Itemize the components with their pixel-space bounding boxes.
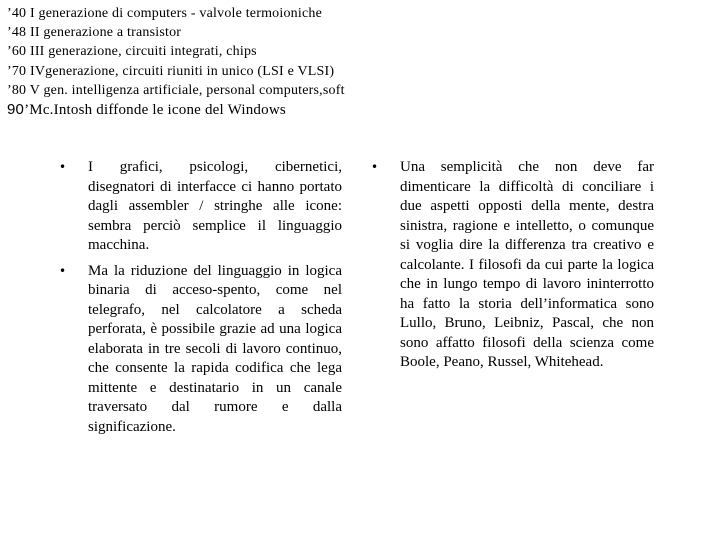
timeline-list — [7, 4, 345, 119]
timeline-line-3: ’60 III generazione, circuiti integrati, chips — [7, 44, 257, 60]
timeline-line-1: ’40 I generazione di computers - valvole termoioniche — [7, 6, 322, 21]
timeline-line-5: ’80 V gen. intelligenza artificiale, personal computers,soft — [7, 82, 345, 98]
right-bullet-text-1: Una semplicità che non deve far dimenticare la difficoltà di conciliare i due aspetti opposti della mente, destra sinistra, ragione e intelletto, o comunque si voglia dire la differenza tra creativo e calcolante. I filosofi da cui parte la logica che in lungo tempo di lavoro ininterrotto ha fatto la storia dell’informatica sono Lullo, Bruno, Leibniz, Pascal, che non sono affatto filosofi della scienza come Boole, Peano, Russel, Whitehead. — [400, 159, 654, 370]
left-bullet-item-2 — [59, 262, 342, 438]
timeline-line-6 — [7, 100, 345, 119]
timeline-line-2: ’48 II generazione a transistor — [7, 25, 182, 41]
right-bullet-item-1 — [371, 158, 654, 373]
bullet-icon: • — [59, 263, 67, 278]
left-bullet-text-1: I grafici, psicologi, cibernetici, disegnatori di interfacce ci hanno portato dagli assembler / stringhe alle icone: sembra perciò semplice il linguaggio macchina. — [88, 159, 342, 253]
left-bullet-item-1 — [59, 158, 342, 256]
timeline-line-6-text: ’Mc.Intosh diffonde le icone del Windows — [24, 101, 286, 118]
timeline-line-6-year: 90 — [7, 100, 25, 118]
bullet-icon: • — [371, 160, 379, 174]
left-column — [59, 158, 342, 443]
right-column — [371, 158, 654, 379]
timeline-line-4: ’70 IVgenerazione, circuiti riuniti in unico (LSI e VLSI) — [7, 63, 335, 79]
bullet-icon: • — [59, 160, 67, 174]
left-bullet-text-2: Ma la riduzione del linguaggio in logica binaria di acceso-spento, come nel telegrafo, nel calcolatore a scheda perforata, è possibile grazie ad una logica elaborata in tre secoli di lavoro continuo, che consente la rapida codifica che lega mittente e destinatario in un canale traversato dal rumore e dalla significazione. — [88, 262, 342, 435]
